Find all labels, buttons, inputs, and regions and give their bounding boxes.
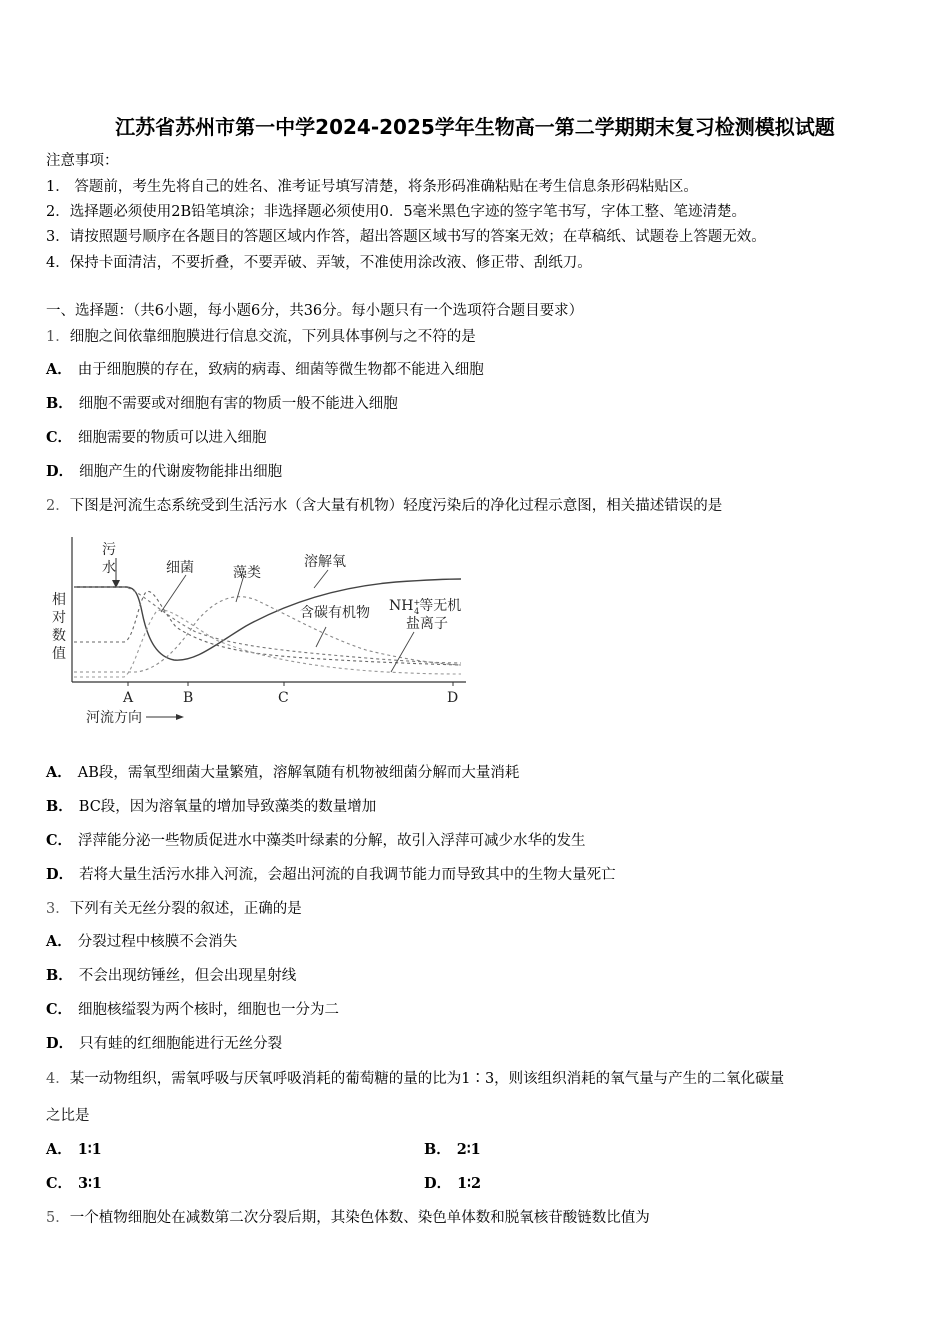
- label-bacteria: 细菌: [166, 560, 194, 576]
- question-3-option-a: [46, 932, 237, 952]
- question-5-stem: [46, 1208, 650, 1228]
- question-4-option-d: [424, 1174, 481, 1194]
- question-3-stem: [46, 899, 302, 919]
- nh4-curve: [74, 610, 461, 677]
- question-4-option-b: [424, 1140, 481, 1160]
- option-letter: C．: [46, 832, 73, 849]
- option-letter: A．: [46, 764, 72, 781]
- y-label-4: 值: [52, 646, 66, 662]
- nh4-sup: +: [413, 598, 421, 607]
- x-label-arrow-head: [176, 714, 184, 720]
- question-1-option-a: [46, 360, 484, 380]
- option-letter: C．: [46, 1001, 73, 1018]
- option-text: AB段，需氧型细菌大量繁殖，溶解氧随有机物被细菌分解而大量消耗: [77, 765, 520, 781]
- question-text: 某一动物组织，需氧呼吸与厌氧呼吸消耗的葡萄糖的量的比为1∶3，则该组织消耗的氧气量与产生的二氧化碳量: [69, 1071, 785, 1087]
- question-3-option-b: [46, 966, 296, 986]
- notice-item-3: 3．请按照题号顺序在各题目的答题区域内作答，超出答题区域书写的答案无效；在草稿纸、试题卷上答题无效。: [46, 229, 766, 245]
- option-text: BC段，因为溶氧量的增加导致藻类的数量增加: [78, 799, 377, 815]
- question-1-option-b: [46, 394, 398, 414]
- question-text: 下图是河流生态系统受到生活污水（含大量有机物）轻度污染后的净化过程示意图，相关描述错误的是: [69, 498, 723, 514]
- nh4-sub: 4: [414, 607, 420, 616]
- notice-heading: 注意事项：: [46, 153, 119, 169]
- question-1-stem: [46, 327, 476, 347]
- notice-item-1: 1． 答题前，考生先将自己的姓名、准考证号填写清楚，将条形码准确粘贴在考生信息条形码粘贴区。: [46, 179, 698, 195]
- tick-label-c: C: [278, 690, 289, 706]
- question-text: 一个植物细胞处在减数第二次分裂后期，其染色体数、染色单体数和脱氧核苷酸链数比值为: [69, 1210, 650, 1226]
- tick-label-a: A: [123, 690, 134, 706]
- y-label-3: 数: [52, 628, 66, 644]
- question-2-option-a: [46, 763, 519, 783]
- option-text: 由于细胞膜的存在，致病的病毒、细菌等微生物都不能进入细胞: [77, 362, 484, 378]
- option-text: 只有蛙的红细胞能进行无丝分裂: [79, 1036, 283, 1052]
- question-2-option-d: [46, 865, 616, 885]
- notice-item-4: 4．保持卡面清洁，不要折叠，不要弄破、弄皱，不准使用涂改液、修正带、刮纸刀。: [46, 255, 592, 271]
- question-4-option-a: [46, 1142, 102, 1158]
- label-algae: 藻类: [233, 565, 261, 581]
- question-3-option-c: [46, 1000, 339, 1020]
- option-letter: B．: [46, 967, 73, 984]
- option-text: 分裂过程中核膜不会消失: [77, 934, 238, 950]
- option-text: 细胞核缢裂为两个核时，细胞也一分为二: [78, 1002, 340, 1018]
- option-text: 不会出现纺锤丝，但会出现星射线: [78, 968, 297, 984]
- option-letter: C．: [46, 1175, 73, 1192]
- option-letter: D．: [46, 866, 74, 883]
- question-4-stem: [46, 1069, 784, 1089]
- label-organic-carbon: 含碳有机物: [300, 605, 370, 621]
- oxygen-leader: [314, 570, 328, 588]
- sewage-label-2: 水: [102, 560, 116, 576]
- option-text: 细胞产生的代谢废物能排出细胞: [79, 464, 283, 480]
- tick-label-d: D: [447, 690, 459, 706]
- nh4-prefix: NH: [389, 598, 414, 614]
- option-text: 浮萍能分泌一些物质促进水中藻类叶绿素的分解，故引入浮萍可减少水华的发生: [78, 833, 586, 849]
- option-text: 1∶2: [457, 1175, 482, 1192]
- question-2-option-c: [46, 831, 586, 851]
- notice-item-2: 2．选择题必须使用2B铅笔填涂；非选择题必须使用0．5毫米黑色字迹的签字笔书写，字体工整、笔迹清楚。: [46, 204, 747, 220]
- label-nh4: [389, 597, 461, 616]
- river-purification-figure: [46, 532, 486, 732]
- option-text: 若将大量生活污水排入河流，会超出河流的自我调节能力而导致其中的生物大量死亡: [79, 867, 616, 883]
- nh4-suffix: 等无机: [419, 598, 462, 614]
- question-text: 细胞之间依靠细胞膜进行信息交流，下列具体事例与之不符的是: [69, 329, 476, 345]
- bacteria-leader: [161, 575, 186, 612]
- page-title: 江苏省苏州市第一中学2024-2025学年生物高一第二学期期末复习检测模拟试题: [115, 115, 835, 139]
- question-2-stem: [46, 496, 722, 516]
- question-number: 3．: [46, 901, 70, 917]
- label-nh4-line2: 盐离子: [406, 616, 448, 632]
- option-letter: D．: [46, 463, 74, 480]
- question-number: 5．: [46, 1210, 70, 1226]
- option-letter: A．: [46, 1141, 72, 1158]
- y-label-1: 相: [52, 592, 66, 608]
- nh4-leader: [391, 632, 414, 672]
- question-4-stem-cont: 之比是: [46, 1108, 90, 1124]
- question-number: 4．: [46, 1071, 70, 1087]
- question-2-option-b: [46, 797, 376, 817]
- x-label: 河流方向: [86, 710, 142, 726]
- question-3-option-d: [46, 1034, 282, 1054]
- organic-leader: [316, 627, 326, 647]
- option-letter: B．: [424, 1141, 451, 1158]
- question-1-option-c: [46, 428, 267, 448]
- option-letter: B．: [46, 395, 73, 412]
- label-oxygen: 溶解氧: [304, 554, 346, 570]
- question-1-option-d: [46, 462, 282, 482]
- option-letter: A．: [46, 361, 72, 378]
- question-4-options-row-2: [46, 1174, 906, 1194]
- option-letter: D．: [424, 1175, 452, 1192]
- option-letter: D．: [46, 1035, 74, 1052]
- section-heading: 一、选择题：（共6小题，每小题6分，共36分。每小题只有一个选项符合题目要求）: [46, 303, 584, 319]
- question-text: 下列有关无丝分裂的叙述，正确的是: [69, 901, 302, 917]
- option-letter: C．: [46, 429, 73, 446]
- question-number: 1．: [46, 329, 70, 345]
- option-text: 细胞不需要或对细胞有害的物质一般不能进入细胞: [78, 396, 398, 412]
- question-4-option-c: [46, 1176, 102, 1192]
- option-text: 2∶1: [456, 1141, 481, 1158]
- question-4-options-row-1: [46, 1140, 906, 1160]
- option-text: 细胞需要的物质可以进入细胞: [78, 430, 267, 446]
- option-letter: A．: [46, 933, 72, 950]
- y-label-2: 对: [52, 610, 66, 626]
- sewage-label-1: 污: [102, 542, 116, 558]
- question-number: 2．: [46, 498, 70, 514]
- dissolved-oxygen-curve: [74, 579, 461, 660]
- option-letter: B．: [46, 798, 73, 815]
- tick-label-b: B: [183, 690, 194, 706]
- option-text: 1∶1: [77, 1141, 102, 1158]
- option-text: 3∶1: [78, 1175, 102, 1192]
